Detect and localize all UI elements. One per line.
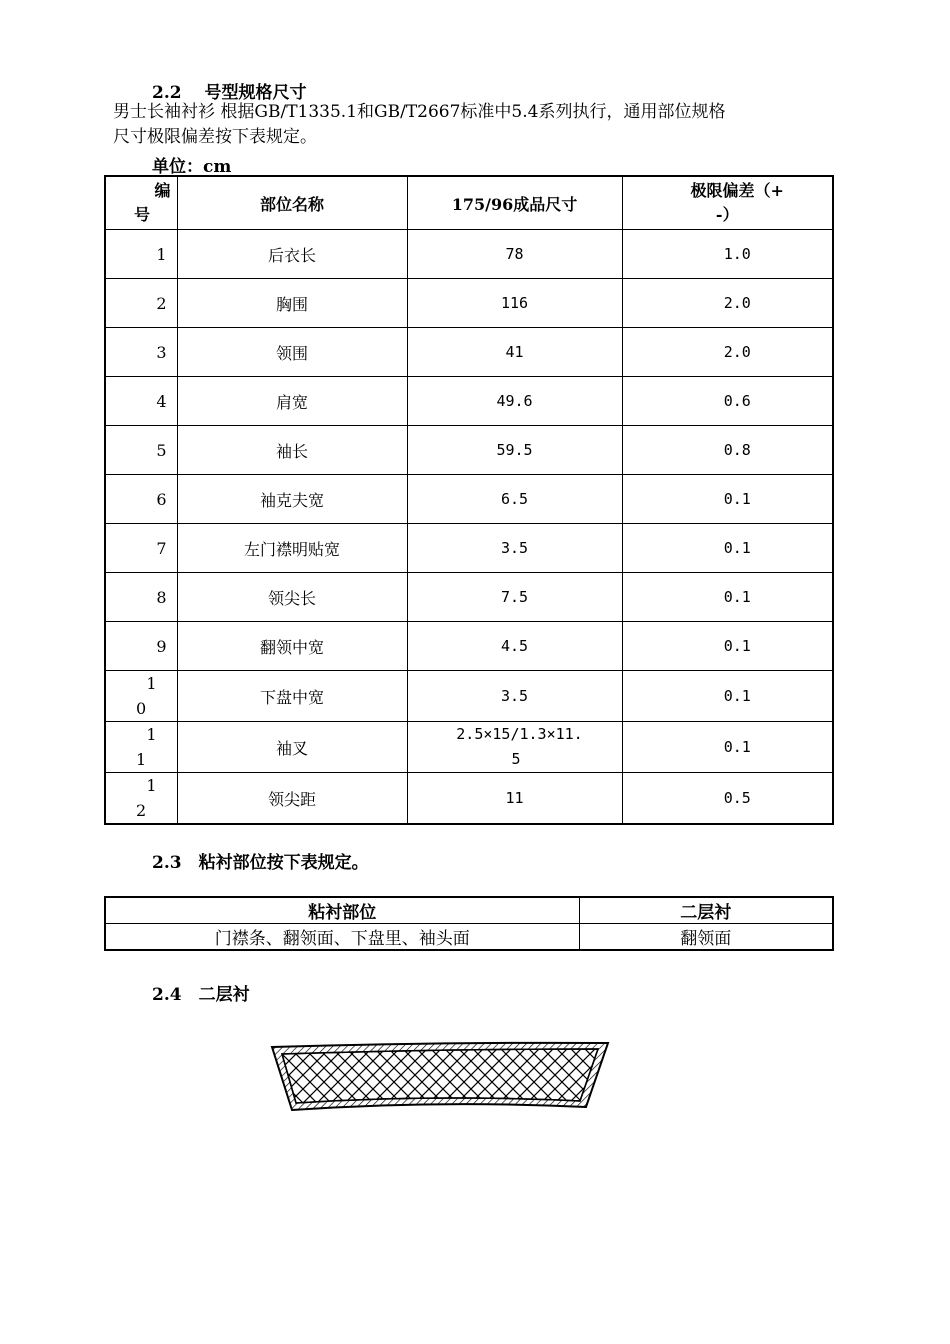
table-row [105,622,833,671]
header-tolerance-line2: -） [715,205,739,224]
row-number: 3 [105,328,177,377]
header-tolerance [622,176,833,230]
row-finished-size [407,722,622,773]
table-row [105,426,833,475]
row-number-line1: 1 [146,674,157,693]
row-finished-size: 78 [407,230,622,279]
row-finished-size: 3.5 [407,671,622,722]
lining-header-row [105,897,833,924]
row-part-name: 翻领中宽 [177,622,407,671]
table-row [105,475,833,524]
row-number: 8 [105,573,177,622]
row-finished-size-line1: 2.5×15/1.3×11. [456,725,583,743]
table-row [105,573,833,622]
row-number [105,722,177,773]
row-number-line1: 1 [146,725,157,744]
lining-cell-part: 门襟条、翻领面、下盘里、袖头面 [105,924,579,951]
table-row [105,328,833,377]
row-tolerance: 0.1 [622,622,833,671]
header-part-name: 部位名称 [177,176,407,230]
intro-paragraph-line1: 男士长袖衬衫 根据GB/T1335.1和GB/T2667标准中5.4系列执行，通用部位规格 [113,102,726,122]
row-number: 6 [105,475,177,524]
header-number [105,176,177,230]
interlining-diagram [268,1040,612,1114]
row-tolerance: 2.0 [622,279,833,328]
row-finished-size: 59.5 [407,426,622,475]
section-2-4-heading: 2.4 二层衬 [152,985,250,1005]
row-number-line2: 1 [136,750,147,769]
unit-label: 单位：cm [152,157,232,177]
lining-data-row [105,924,833,951]
row-finished-size: 3.5 [407,524,622,573]
row-tolerance: 0.1 [622,573,833,622]
row-number: 7 [105,524,177,573]
row-number: 2 [105,279,177,328]
table-row [105,773,833,825]
row-number: 5 [105,426,177,475]
table-row [105,671,833,722]
lining-header-part: 粘衬部位 [105,897,579,924]
row-finished-size: 11 [407,773,622,825]
header-number-line2: 号 [134,205,151,224]
row-part-name: 后衣长 [177,230,407,279]
row-number: 9 [105,622,177,671]
row-part-name: 袖叉 [177,722,407,773]
section-2-3-heading: 2.3 粘衬部位按下表规定。 [152,853,369,873]
row-tolerance: 0.8 [622,426,833,475]
row-tolerance: 0.1 [622,524,833,573]
section-2-2-heading: 2.2 号型规格尺寸 [152,83,307,103]
row-finished-size: 49.6 [407,377,622,426]
header-number-line1: 编 [154,181,171,200]
table-row [105,524,833,573]
row-finished-size: 4.5 [407,622,622,671]
row-number: 1 [105,230,177,279]
row-part-name: 左门襟明贴宽 [177,524,407,573]
interlining-crosshatch [282,1049,598,1103]
header-tolerance-line1: 极限偏差（+ [690,181,784,200]
row-number [105,773,177,825]
row-part-name: 领围 [177,328,407,377]
row-tolerance: 0.6 [622,377,833,426]
row-number-line2: 0 [136,699,147,718]
table-row [105,279,833,328]
row-tolerance: 0.1 [622,475,833,524]
row-part-name: 胸围 [177,279,407,328]
row-tolerance: 0.1 [622,671,833,722]
table-row [105,722,833,773]
row-number-line1: 1 [146,776,157,795]
row-finished-size: 41 [407,328,622,377]
lining-cell-layer: 翻领面 [579,924,833,951]
row-finished-size: 116 [407,279,622,328]
row-part-name: 袖克夫宽 [177,475,407,524]
table-row [105,377,833,426]
lining-header-layer: 二层衬 [579,897,833,924]
row-number [105,671,177,722]
lining-table [104,896,834,951]
row-number: 4 [105,377,177,426]
size-spec-table [104,175,834,825]
row-tolerance: 0.1 [622,722,833,773]
row-tolerance: 2.0 [622,328,833,377]
row-part-name: 袖长 [177,426,407,475]
row-finished-size-line2: 5 [511,750,521,768]
row-tolerance: 0.5 [622,773,833,825]
row-part-name: 领尖距 [177,773,407,825]
table-row [105,230,833,279]
row-part-name: 下盘中宽 [177,671,407,722]
row-finished-size: 7.5 [407,573,622,622]
spec-table-header-row [105,176,833,230]
row-part-name: 领尖长 [177,573,407,622]
row-number-line2: 2 [136,801,147,820]
intro-paragraph-line2: 尺寸极限偏差按下表规定。 [113,127,317,147]
row-part-name: 肩宽 [177,377,407,426]
header-finished-size: 175/96成品尺寸 [407,176,622,230]
row-finished-size: 6.5 [407,475,622,524]
row-tolerance: 1.0 [622,230,833,279]
